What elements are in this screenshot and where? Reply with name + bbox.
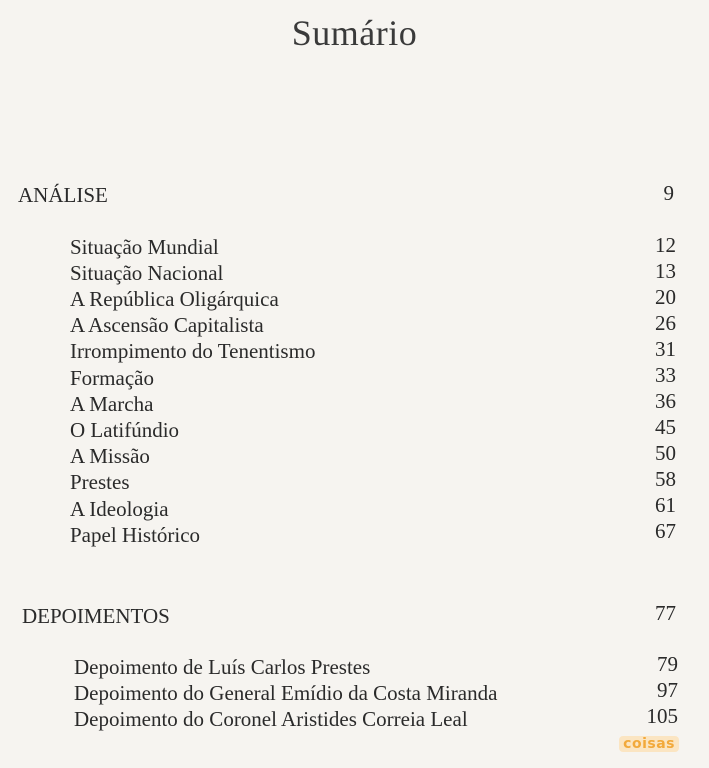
- toc-entry-page: 45: [655, 415, 676, 439]
- toc-entry-page: 20: [655, 285, 676, 309]
- toc-entry-page: 33: [655, 363, 676, 387]
- toc-entry-page: 31: [655, 337, 676, 361]
- toc-entry-page: 13: [655, 259, 676, 283]
- section-heading-analise: ANÁLISE: [18, 183, 108, 207]
- toc-entry: A Ideologia: [70, 497, 169, 521]
- toc-entry: Irrompimento do Tenentismo: [70, 339, 316, 363]
- section-page-depoimentos: 77: [655, 601, 676, 625]
- toc-entry: Depoimento do General Emídio da Costa Miranda: [74, 681, 498, 705]
- toc-entry: Formação: [70, 366, 154, 390]
- toc-entry-page: 67: [655, 519, 676, 543]
- toc-entry-page: 105: [646, 704, 678, 728]
- toc-entry: Prestes: [70, 470, 130, 494]
- toc-entry-page: 58: [655, 467, 676, 491]
- toc-entry-page: 50: [655, 441, 676, 465]
- toc-entry: O Latifúndio: [70, 418, 180, 442]
- toc-entry: Situação Nacional: [70, 261, 224, 285]
- watermark-logo: coisas: [619, 736, 679, 752]
- toc-entry-page: 97: [657, 678, 678, 702]
- toc-entry: A Ascensão Capitalista: [70, 313, 264, 337]
- toc-entry-page: 12: [655, 233, 676, 257]
- page-title: Sumário: [291, 13, 418, 53]
- toc-entry-page: 26: [655, 311, 676, 335]
- toc-entry: Papel Histórico: [70, 523, 201, 547]
- toc-entry-page: 61: [655, 493, 676, 517]
- section-page-analise: 9: [663, 181, 674, 205]
- toc-entry: Situação Mundial: [70, 235, 219, 259]
- toc-entry: Depoimento do Coronel Aristides Correia Leal: [74, 707, 468, 731]
- toc-entry-page: 79: [657, 652, 678, 676]
- toc-entry: A Missão: [70, 444, 150, 468]
- toc-entry: Depoimento de Luís Carlos Prestes: [74, 655, 371, 679]
- toc-entry: A República Oligárquica: [70, 287, 279, 311]
- toc-entry-page: 36: [655, 389, 676, 413]
- section-heading-depoimentos: DEPOIMENTOS: [22, 604, 170, 628]
- toc-entry: A Marcha: [70, 392, 154, 416]
